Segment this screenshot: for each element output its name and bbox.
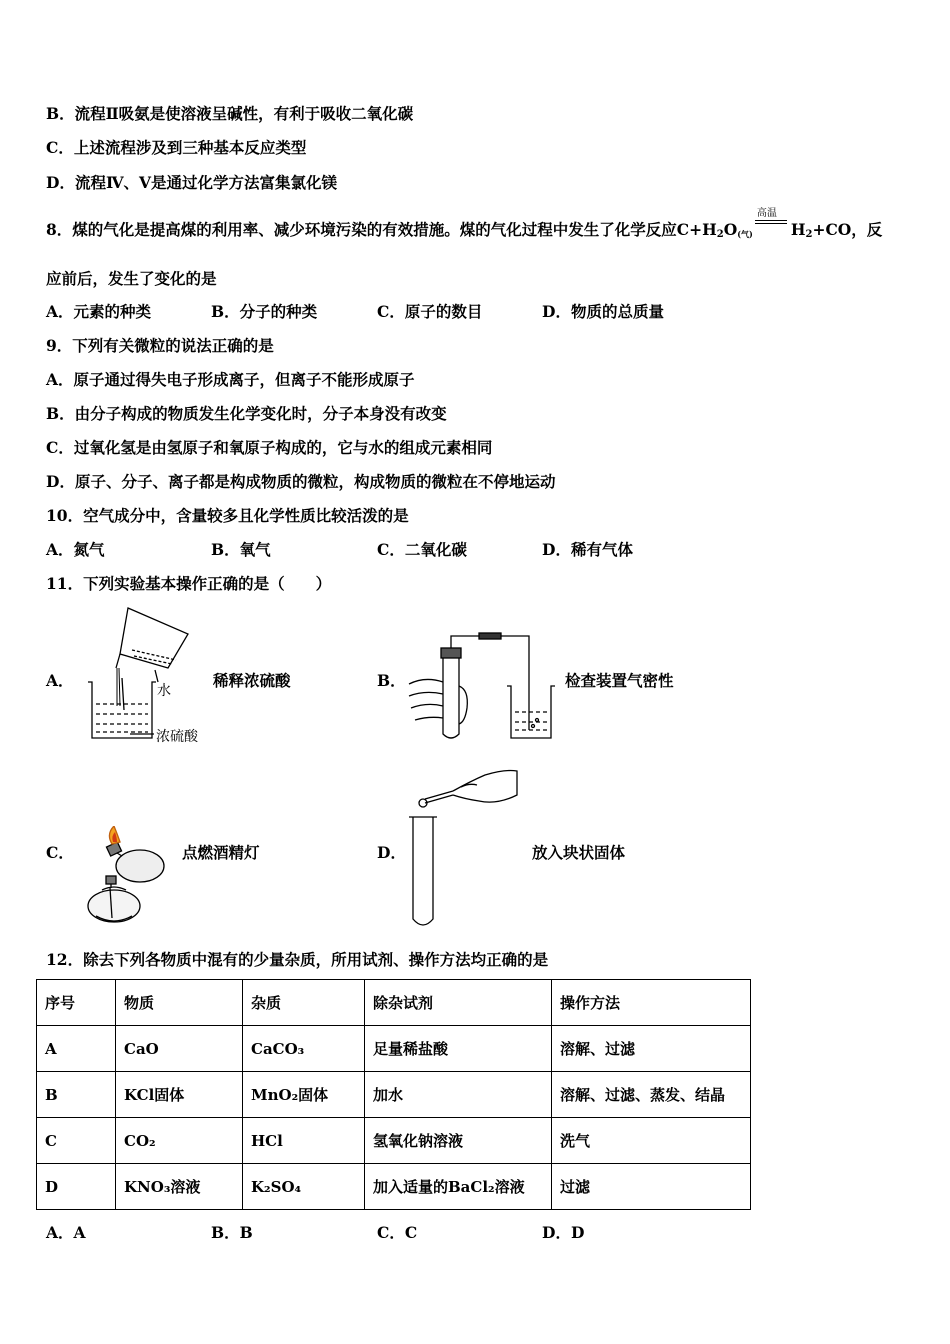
table-cell: K₂SO₄ [243, 1164, 365, 1210]
q12-option-c: C．C [377, 1223, 418, 1242]
q11-b-letter: B． [377, 671, 406, 690]
q11-d-letter: D． [377, 843, 406, 862]
table-cell: 加水 [365, 1072, 552, 1118]
airtightness-check-illustration [405, 630, 565, 745]
table-cell: CaCO₃ [243, 1026, 365, 1072]
table-row [37, 1118, 751, 1164]
q11-c-letter: C． [46, 843, 74, 862]
q10-option-b: B．氧气 [211, 540, 271, 559]
table-cell: KCl固体 [116, 1072, 243, 1118]
table-row [37, 1072, 751, 1118]
q7-option-b: B．流程Ⅱ吸氨是使溶液呈碱性，有利于吸收二氧化碳 [46, 104, 414, 123]
table-cell: A [37, 1026, 116, 1072]
table-cell: 溶解、过滤、蒸发、结晶 [552, 1072, 751, 1118]
table-cell: HCl [243, 1118, 365, 1164]
table-cell: 洗气 [552, 1118, 751, 1164]
table-cell: B [37, 1072, 116, 1118]
concentrated-acid-label: 浓硫酸 [156, 729, 198, 745]
q9-option-b: B．由分子构成的物质发生化学变化时，分子本身没有改变 [46, 404, 447, 423]
q8-option-b: B．分子的种类 [211, 302, 318, 321]
q10-option-d: D．稀有气体 [542, 540, 633, 559]
header-cell: 序号 [37, 980, 116, 1026]
table-cell: 足量稀盐酸 [365, 1026, 552, 1072]
q9-option-c: C．过氧化氢是由氢原子和氧原子构成的，它与水的组成元素相同 [46, 438, 493, 457]
table-cell: MnO₂固体 [243, 1072, 365, 1118]
q8-equation-left: $C+H_2O_{(气)}$ [676, 220, 753, 240]
table-row [37, 1026, 751, 1072]
q8-option-a: A．元素的种类 [46, 302, 152, 321]
q11-a-letter: A． [46, 671, 74, 690]
q8-option-c: C．原子的数目 [377, 302, 483, 321]
table-cell: CaO [116, 1026, 243, 1072]
q10-stem: 10．空气成分中，含量较多且化学性质比较活泼的是 [46, 506, 409, 525]
q8-equation-right: $H_2+CO$，反 [790, 220, 883, 240]
q11-d-caption: 放入块状固体 [532, 843, 626, 862]
q11-b-caption: 检查装置气密性 [565, 671, 674, 690]
q8-stem-line2: 应前后，发生了变化的是 [46, 269, 217, 288]
table-cell: 溶解、过滤 [552, 1026, 751, 1072]
table-cell: 加入适量的BaCl₂溶液 [365, 1164, 552, 1210]
q10-option-a: A．氮气 [46, 540, 105, 559]
q8-reaction-condition: 高温 [755, 220, 789, 239]
q8-option-d: D．物质的总质量 [542, 302, 664, 321]
table-cell: CO₂ [116, 1118, 243, 1164]
solid-block-illustration [405, 765, 525, 930]
q7-option-d: D．流程Ⅳ、Ⅴ是通过化学方法富集氯化镁 [46, 173, 338, 192]
impurity-table [36, 979, 751, 1210]
table-cell: 过滤 [552, 1164, 751, 1210]
q12-option-b: B．B [211, 1223, 253, 1242]
q9-option-d: D．原子、分子、离子都是构成物质的微粒，构成物质的微粒在不停地运动 [46, 472, 556, 491]
header-cell: 操作方法 [552, 980, 751, 1026]
q12-option-d: D．D [542, 1223, 585, 1242]
q9-stem: 9．下列有关微粒的说法正确的是 [46, 336, 274, 355]
q8-stem-text: 8．煤的气化是提高煤的利用率、减少环境污染的有效措施。煤的气化过程中发生了化学反应 [46, 220, 677, 239]
header-cell: 杂质 [243, 980, 365, 1026]
table-cell: D [37, 1164, 116, 1210]
header-cell: 除杂试剂 [365, 980, 552, 1026]
table-row [37, 1164, 751, 1210]
q12-stem: 12．除去下列各物质中混有的少量杂质，所用试剂、操作方法均正确的是 [46, 950, 549, 969]
q10-option-c: C．二氧化碳 [377, 540, 467, 559]
q12-option-a: A．A [46, 1223, 86, 1242]
header-cell: 物质 [116, 980, 243, 1026]
q11-stem: 11．下列实验基本操作正确的是（ ） [46, 574, 332, 593]
table-header-row [37, 980, 751, 1026]
alcohol-lamp-illustration [82, 826, 182, 926]
q9-option-a: A．原子通过得失电子形成离子，但离子不能形成原子 [46, 370, 415, 389]
table-cell: KNO₃溶液 [116, 1164, 243, 1210]
q11-a-caption: 稀释浓硫酸 [213, 671, 291, 690]
table-cell: C [37, 1118, 116, 1164]
q11-c-caption: 点燃酒精灯 [182, 843, 260, 862]
water-label: 水 [157, 683, 171, 699]
q8-stem [46, 208, 883, 240]
q7-option-c: C．上述流程涉及到三种基本反应类型 [46, 138, 307, 157]
table-cell: 氢氧化钠溶液 [365, 1118, 552, 1164]
